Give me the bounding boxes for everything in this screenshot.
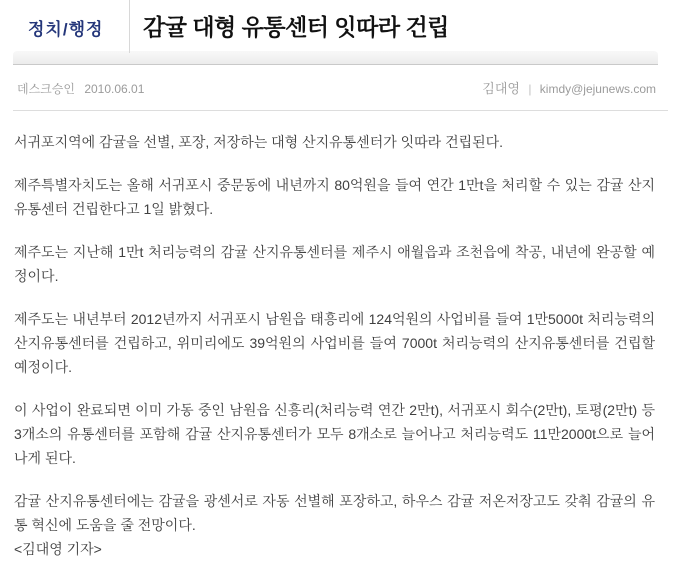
header-vertical-divider [129, 0, 130, 53]
article-paragraph: 감귤 산지유통센터에는 감귤을 광센서로 자동 선별해 포장하고, 하우스 감귤 저온저장고도 갖춰 감귤의 유통 혁신에 도움을 줄 전망이다. [14, 493, 655, 533]
category-label[interactable]: 정치/행정 [28, 20, 104, 39]
header-gradient-bar [13, 51, 658, 65]
byline-separator: | [528, 82, 532, 96]
article-paragraph: 이 사업이 완료되면 이미 가동 중인 남원읍 신흥리(처리능력 연간 2만t), 서귀포시 회수(2만t), 토평(2만t) 등 3개소의 유통센터를 포함해 감귤 산지유통센터가 모두 8개소로 늘어나고 처리능력도 11만2000t으로 늘어나게 된다. [14, 402, 655, 466]
reporter-name: 김대영 [482, 81, 520, 96]
byline-divider-line [13, 110, 668, 111]
reporter-info [482, 78, 656, 97]
paragraph-list [14, 130, 655, 537]
article-title: 감귤 대형 유통센터 잇따라 건립 [143, 14, 449, 40]
article-paragraph: 제주도는 내년부터 2012년까지 서귀포시 남원읍 태흥리에 124억원의 사업비를 들여 1만5000t 처리능력의 산지유통센터를 건립하고, 위미리에도 39억원의 사업비를 들여 7000t 처리능력의 산지유통센터를 건립할 예정이다. [14, 311, 655, 375]
desk-approval [17, 80, 144, 97]
desk-approval-label: 데스크승인 [17, 82, 75, 96]
article-header [0, 0, 681, 51]
desk-approval-date: 2010.06.01 [84, 82, 145, 96]
article-paragraph: 제주도는 지난해 1만t 처리능력의 감귤 산지유통센터를 제주시 애월읍과 조천읍에 착공, 내년에 완공할 예정이다. [14, 244, 655, 284]
article-body [14, 130, 655, 561]
article-paragraph: 서귀포지역에 감귤을 선별, 포장, 저장하는 대형 산지유통센터가 잇따라 건립된다. [14, 134, 504, 150]
reporter-signature: <김대영 기자> [14, 541, 102, 557]
byline-row [17, 78, 656, 97]
reporter-email-link[interactable]: kimdy@jejunews.com [539, 82, 656, 96]
article-paragraph: 제주특별자치도는 올해 서귀포시 중문동에 내년까지 80억원을 들여 연간 1만t을 처리할 수 있는 감귤 산지유통센터 건립한다고 1일 밝혔다. [14, 177, 655, 217]
